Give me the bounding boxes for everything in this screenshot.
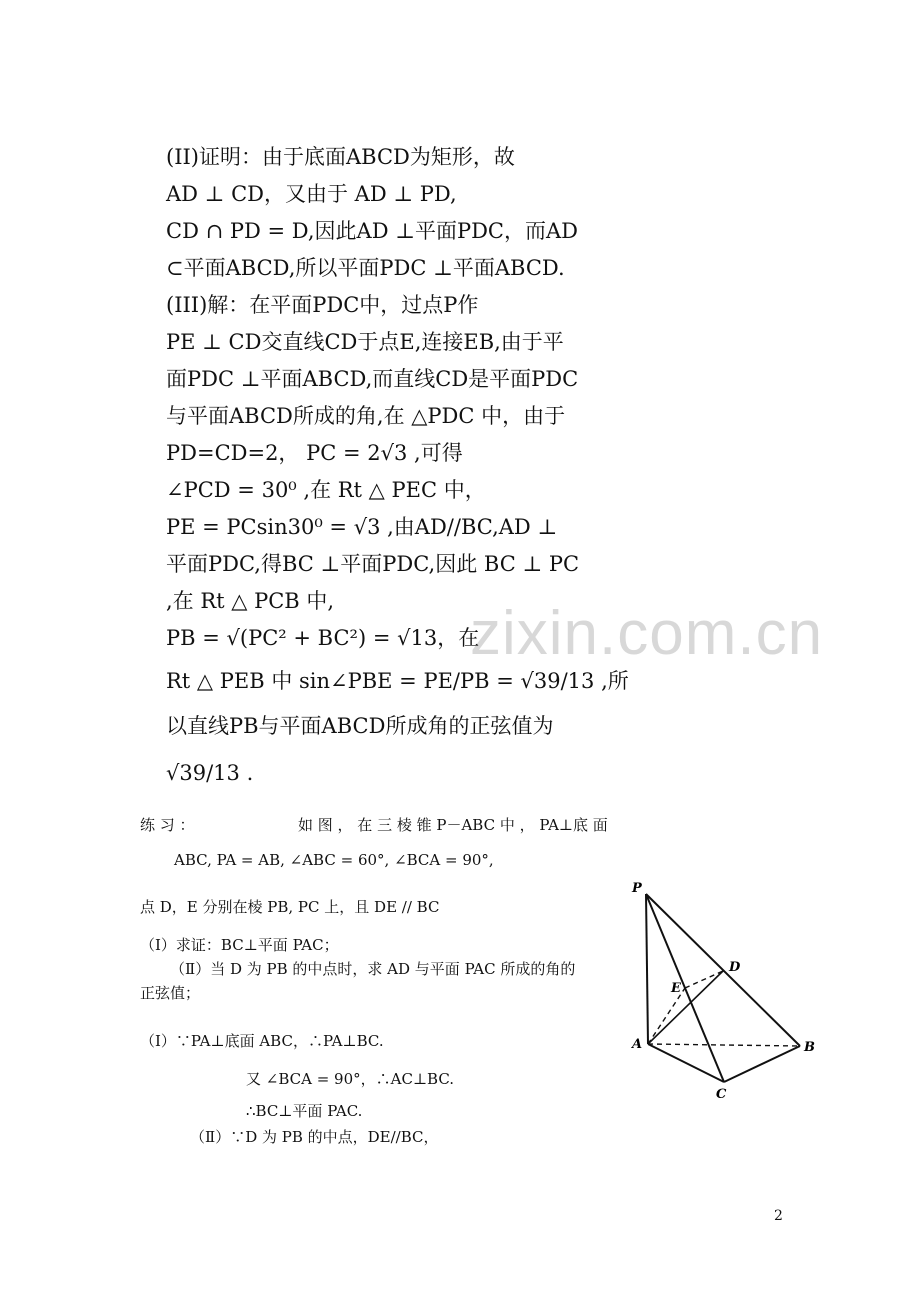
question-2-cont: 正弦值； — [140, 984, 201, 1002]
answer-4: （Ⅱ）∵D 为 PB 的中点，DE//BC， — [190, 1128, 439, 1146]
solution-line-4: ⊂平面ABCD,所以平面PDC ⊥平面ABCD. — [166, 256, 565, 280]
solution-line-14: PB = √(PC² + BC²) = √13，在 — [166, 626, 480, 650]
label-c: C — [716, 1087, 727, 1102]
solution-line-9: PD=CD=2， PC = 2√3 ,可得 — [166, 441, 463, 465]
solution-line-1: (II)证明：由于底面ABCD为矩形，故 — [166, 145, 515, 169]
answer-3: ∴BC⊥平面 PAC. — [246, 1102, 363, 1120]
exercise-heading: 练 习 ： — [140, 816, 195, 834]
label-b: B — [804, 1040, 815, 1055]
label-e: E — [671, 981, 681, 996]
exercise-intro: 如 图 ， 在 三 棱 锥 P－ABC 中 ， PA⊥底 面 — [298, 816, 608, 834]
solution-line-5: (III)解：在平面PDC中，过点P作 — [166, 293, 479, 317]
exercise-condition: ABC, PA = AB, ∠ABC = 60°, ∠BCA = 90°, — [174, 851, 494, 869]
solution-line-3: CD ∩ PD = D,因此AD ⊥平面PDC，而AD — [166, 219, 578, 243]
question-1: （Ⅰ）求证：BC⊥平面 PAC； — [140, 936, 339, 954]
answer-2: 又 ∠BCA = 90°，∴AC⊥BC. — [246, 1070, 455, 1088]
solution-line-8: 与平面ABCD所成的角,在 △PDC 中，由于 — [166, 404, 566, 428]
label-d: D — [729, 960, 741, 975]
solution-line-2: AD ⊥ CD，又由于 AD ⊥ PD, — [166, 182, 457, 206]
solution-line-16: 以直线PB与平面ABCD所成角的正弦值为 — [166, 714, 554, 738]
solution-line-7: 面PDC ⊥平面ABCD,而直线CD是平面PDC — [166, 367, 579, 391]
label-p: P — [632, 881, 642, 896]
solution-line-12: 平面PDC,得BC ⊥平面PDC,因此 BC ⊥ PC — [166, 552, 580, 576]
watermark: zixin.com.cn — [470, 599, 824, 668]
solution-line-6: PE ⊥ CD交直线CD于点E,连接EB,由于平 — [166, 330, 564, 354]
solution-line-11: PE = PCsin30⁰ = √3 ,由AD//BC,AD ⊥ — [166, 515, 558, 539]
answer-1: （Ⅰ）∵PA⊥底面 ABC，∴PA⊥BC. — [140, 1032, 384, 1050]
exercise-points: 点 D，E 分别在棱 PB, PC 上，且 DE // BC — [140, 898, 440, 916]
solution-line-15: Rt △ PEB 中 sin∠PBE = PE/PB = √39/13 ,所 — [166, 669, 629, 693]
page-number: 2 — [774, 1208, 783, 1224]
solution-line-13: ,在 Rt △ PCB 中, — [166, 589, 335, 613]
question-2: （Ⅱ）当 D 为 PB 的中点时，求 AD 与平面 PAC 所成的角的 — [170, 960, 576, 978]
solution-line-10: ∠PCD = 30⁰ ,在 Rt △ PEC 中， — [166, 478, 486, 502]
solution-line-17: √39/13 . — [166, 761, 254, 785]
pyramid-figure — [628, 878, 828, 1104]
label-a: A — [632, 1037, 643, 1052]
